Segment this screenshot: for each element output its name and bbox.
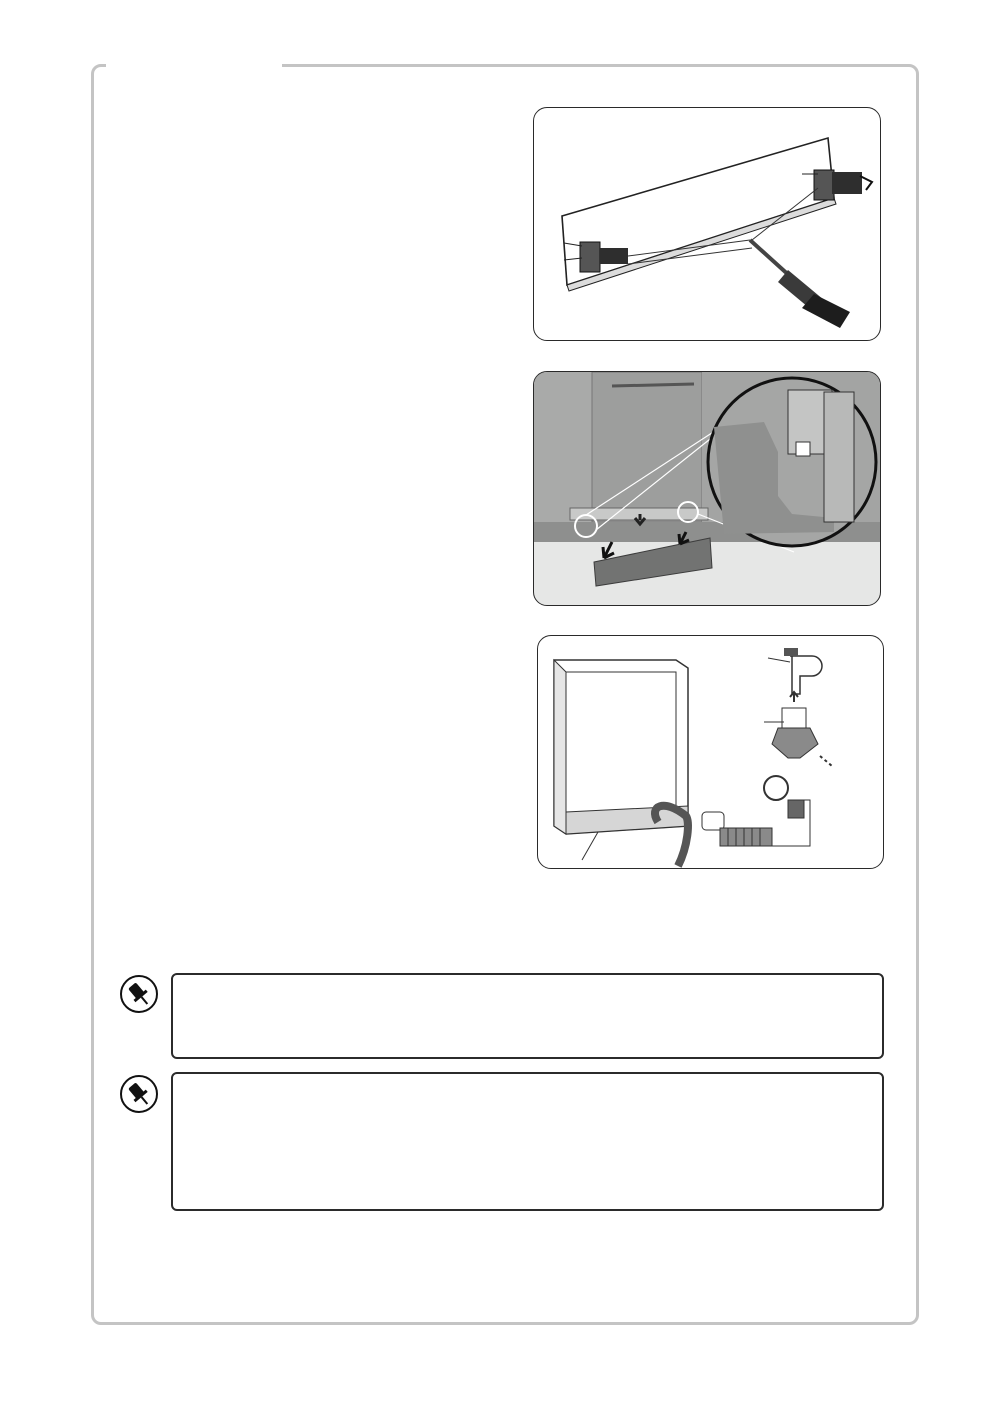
illustration-door-panel xyxy=(533,107,881,341)
pushpin-icon xyxy=(118,973,160,1015)
water-tap-icon xyxy=(768,648,822,702)
illustration-kickplate xyxy=(533,371,881,606)
screwdriver-icon xyxy=(750,240,850,328)
illustration-water-connection xyxy=(537,635,884,869)
header-tab xyxy=(106,60,282,70)
note-box xyxy=(171,973,884,1059)
detail-magnifier xyxy=(708,378,876,546)
door-panel-drawing xyxy=(534,108,881,341)
inlet-hose xyxy=(702,812,772,846)
pushpin-icon xyxy=(118,1073,160,1115)
kickplate-drawing xyxy=(534,372,881,606)
arrow-up-icon xyxy=(603,542,614,558)
note-box xyxy=(171,1072,884,1211)
y-splitter xyxy=(764,708,832,766)
water-connection-drawing xyxy=(538,636,884,869)
